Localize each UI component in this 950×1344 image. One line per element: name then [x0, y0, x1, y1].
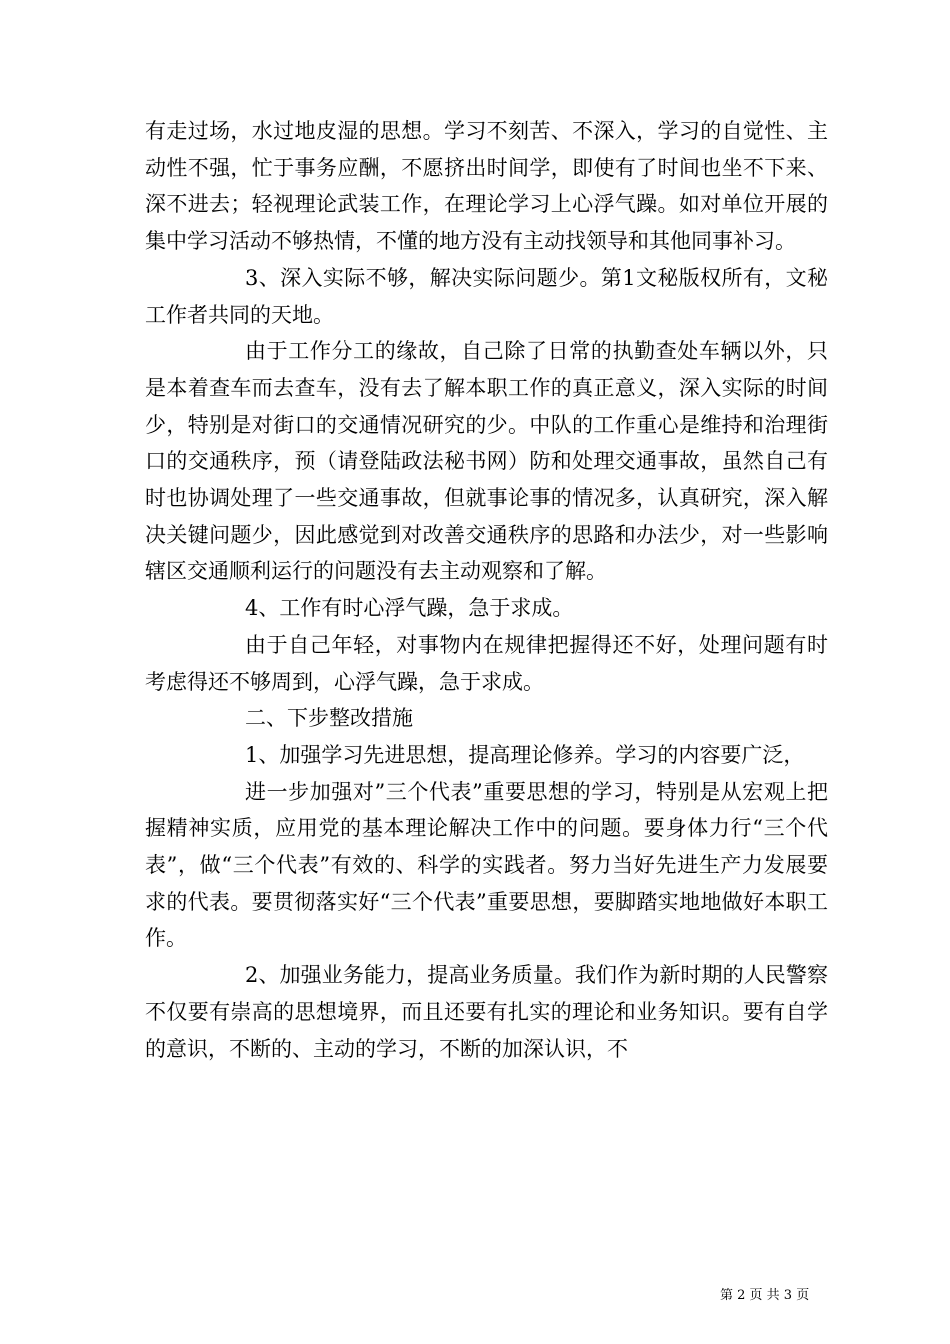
paragraph-8: 进一步加强对”三个代表”重要思想的学习，特别是从宏观上把握精神实质，应用党的基本理论解决工作中的问题。要身体力行“三个代表”，做“三个代表”有效的、科学的实践者。努力当好先进生产力发展要求的代表。要贯彻落实好“三个代表”重要思想，要脚踏实地地做好本职工作。 [145, 779, 828, 951]
paragraph-9: 2、加强业务能力，提高业务质量。我们作为新时期的人民警察不仅要有崇高的思想境界，而且还要有扎实的理论和业务知识。要有自学的意识，不断的、主动的学习，不断的加深认识，不 [145, 963, 828, 1061]
paragraph-4: 4、工作有时心浮气躁，急于求成。 [245, 596, 574, 621]
paragraph-1: 有走过场，水过地皮湿的思想。学习不刻苦、不深入，学习的自觉性、主动性不强，忙于事务应酬，不愿挤出时间学，即使有了时间也坐不下来、深不进去；轻视理论武装工作，在理论学习上心浮气躁。如对单位开展的集中学习活动不够热情，不懂的地方没有主动找领导和其他同事补习。 [145, 119, 828, 254]
paragraph-7: 1、加强学习先进思想，提高理论修养。学习的内容要广泛， [245, 742, 805, 767]
page-number-footer: 第 2 页 共 3 页 [720, 1288, 810, 1303]
paragraph-3: 由于工作分工的缘故，自己除了日常的执勤查处车辆以外，只是本着查车而去查车，没有去了解本职工作的真正意义，深入实际的时间少，特别是对街口的交通情况研究的少。中队的工作重心是维持和治理街口的交通秩序，预（请登陆政法秘书网）防和处理交通事故，虽然自己有时也协调处理了一些交通事故，但就事论事的情况多，认真研究，深入解决关键问题少，因此感觉到对改善交通秩序的思路和办法少，对一些影响辖区交通顺利运行的问题没有去主动观察和了解。 [145, 339, 828, 584]
section-heading: 二、下步整改措施 [245, 706, 413, 731]
paragraph-2: 3、深入实际不够，解决实际问题少。第1文秘版权所有，文秘工作者共同的天地。 [145, 265, 828, 327]
document-body [145, 113, 828, 1067]
paragraph-5: 由于自己年轻，对事物内在规律把握得还不好，处理问题有时考虑得还不够周到，心浮气躁，急于求成。 [145, 632, 828, 694]
